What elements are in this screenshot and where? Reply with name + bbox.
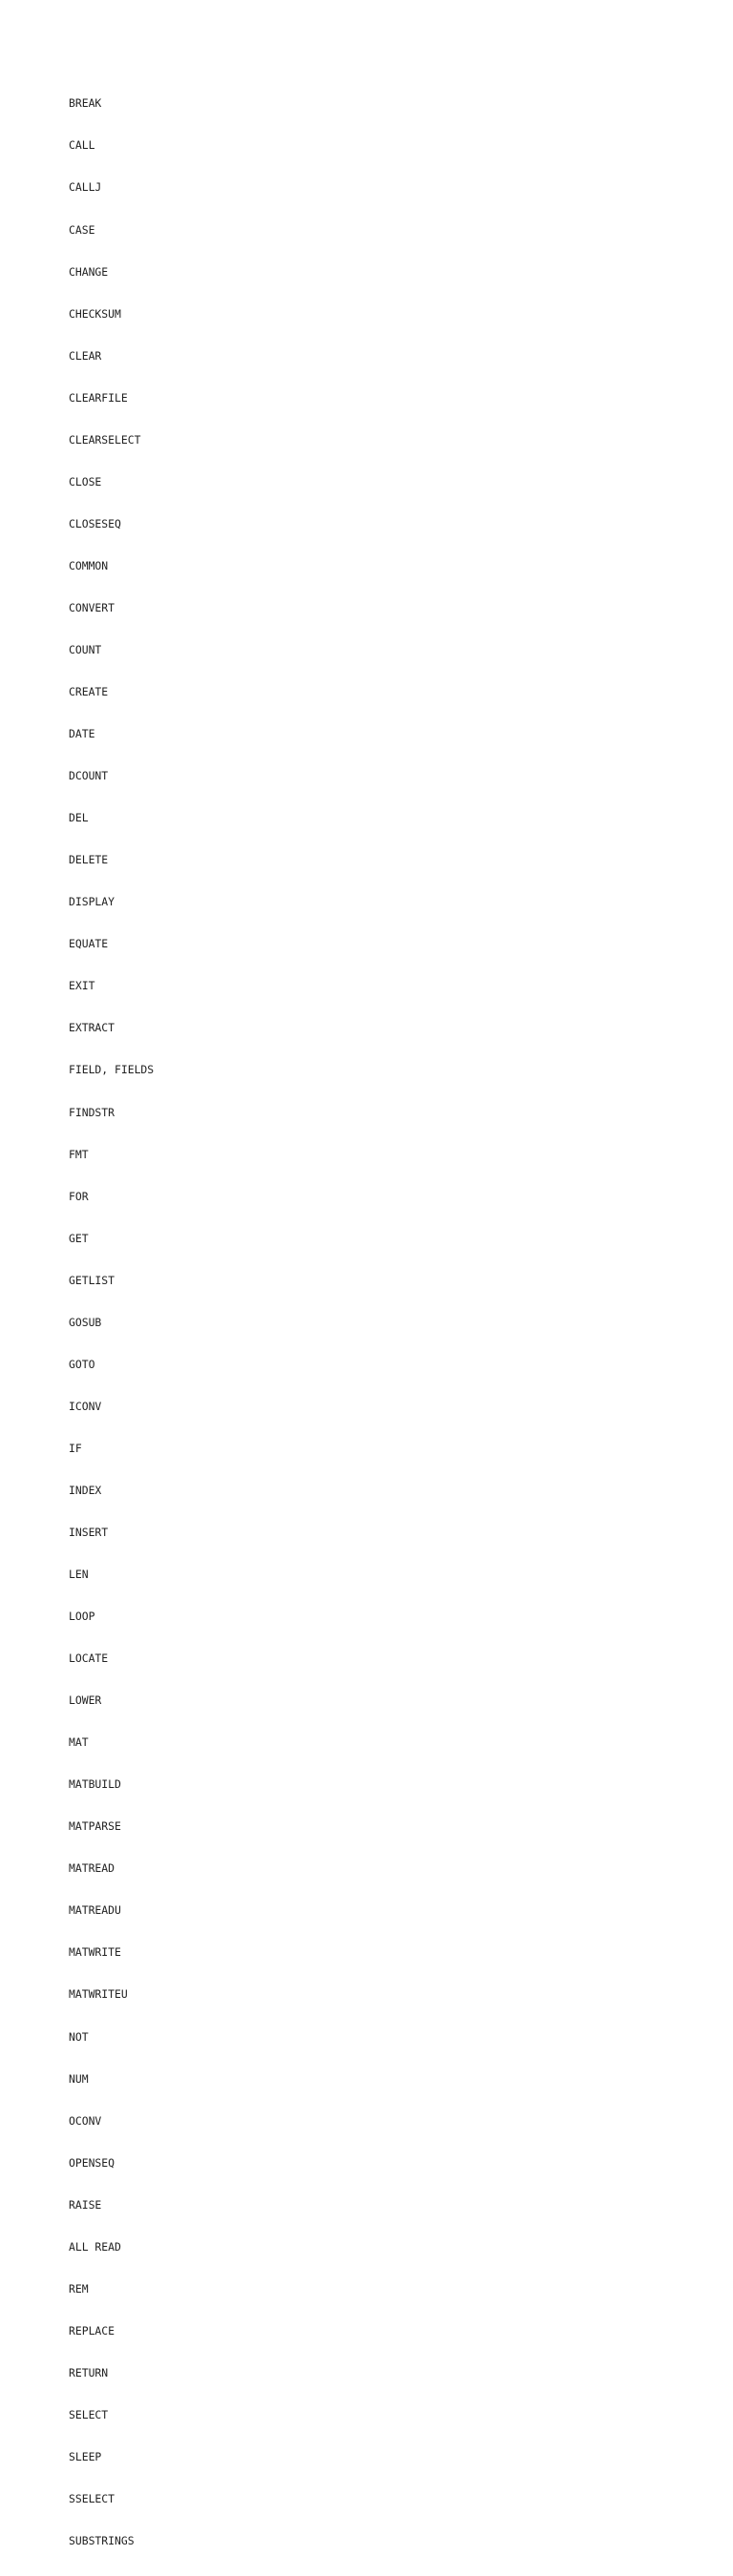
- list-item: GETLIST: [69, 1273, 115, 1287]
- list-item: OPENSEQ: [69, 2155, 115, 2170]
- list-item: CLOSE: [69, 474, 102, 488]
- list-item: ICONV: [69, 1399, 102, 1413]
- list-item: OCONV: [69, 2113, 102, 2128]
- list-item: LOOP: [69, 1610, 95, 1624]
- list-item: CLEARFILE: [69, 390, 128, 405]
- list-item: CREATE: [69, 685, 109, 699]
- list-item: GOSUB: [69, 1315, 102, 1329]
- list-item: LEN: [69, 1568, 89, 1582]
- list-item: CHECKSUM: [69, 306, 121, 321]
- list-item: FOR: [69, 1189, 89, 1203]
- list-item: CONVERT: [69, 600, 115, 614]
- list-item: FMT: [69, 1147, 89, 1161]
- list-item: LOWER: [69, 1693, 102, 1708]
- list-item: MATWRITEU: [69, 1987, 128, 2002]
- list-item: DELETE: [69, 853, 109, 867]
- list-item: SUBSTRINGS: [69, 2534, 135, 2548]
- list-item: CASE: [69, 222, 95, 237]
- list-item: IF: [69, 1441, 82, 1455]
- list-item: CHANGE: [69, 264, 109, 279]
- list-item: COUNT: [69, 642, 102, 656]
- list-item: ALL READ: [69, 2239, 121, 2254]
- list-item: RETURN: [69, 2365, 109, 2379]
- list-item: GOTO: [69, 1357, 95, 1371]
- list-item: FIELD, FIELDS: [69, 1063, 155, 1077]
- list-item: FINDSTR: [69, 1105, 115, 1119]
- list-item: MATREADU: [69, 1903, 121, 1918]
- list-item: EQUATE: [69, 937, 109, 951]
- list-item: REM: [69, 2281, 89, 2296]
- list-item: MATBUILD: [69, 1777, 121, 1792]
- list-item: NOT: [69, 2029, 89, 2044]
- list-item: SLEEP: [69, 2450, 102, 2463]
- list-item: MAT: [69, 1735, 89, 1750]
- list-item: CLEAR: [69, 348, 102, 363]
- list-item: MATPARSE: [69, 1819, 121, 1834]
- list-item: CALL: [69, 138, 95, 153]
- list-item: CLEARSELECT: [69, 432, 141, 447]
- list-item: REPLACE: [69, 2323, 115, 2337]
- list-item: INSERT: [69, 1525, 109, 1539]
- list-item: CLOSESEQ: [69, 516, 121, 530]
- list-item: EXIT: [69, 979, 95, 993]
- list-item: DEL: [69, 811, 89, 825]
- list-item: GET: [69, 1231, 89, 1245]
- list-item: DISPLAY: [69, 895, 115, 909]
- list-item: EXTRACT: [69, 1021, 115, 1035]
- list-item: INDEX: [69, 1483, 102, 1497]
- list-item: COMMON: [69, 558, 109, 572]
- list-item: SELECT: [69, 2407, 109, 2421]
- list-item: SSELECT: [69, 2492, 115, 2506]
- list-item: MATWRITE: [69, 1945, 121, 1960]
- list-item: RAISE: [69, 2197, 102, 2212]
- list-item: NUM: [69, 2071, 89, 2086]
- list-item: LOCATE: [69, 1652, 109, 1666]
- list-item: MATREAD: [69, 1861, 115, 1876]
- list-item: DATE: [69, 727, 95, 741]
- keyword-list: [69, 69, 154, 2576]
- list-item: CALLJ: [69, 180, 102, 195]
- list-item: DCOUNT: [69, 769, 109, 783]
- list-item: BREAK: [69, 96, 102, 111]
